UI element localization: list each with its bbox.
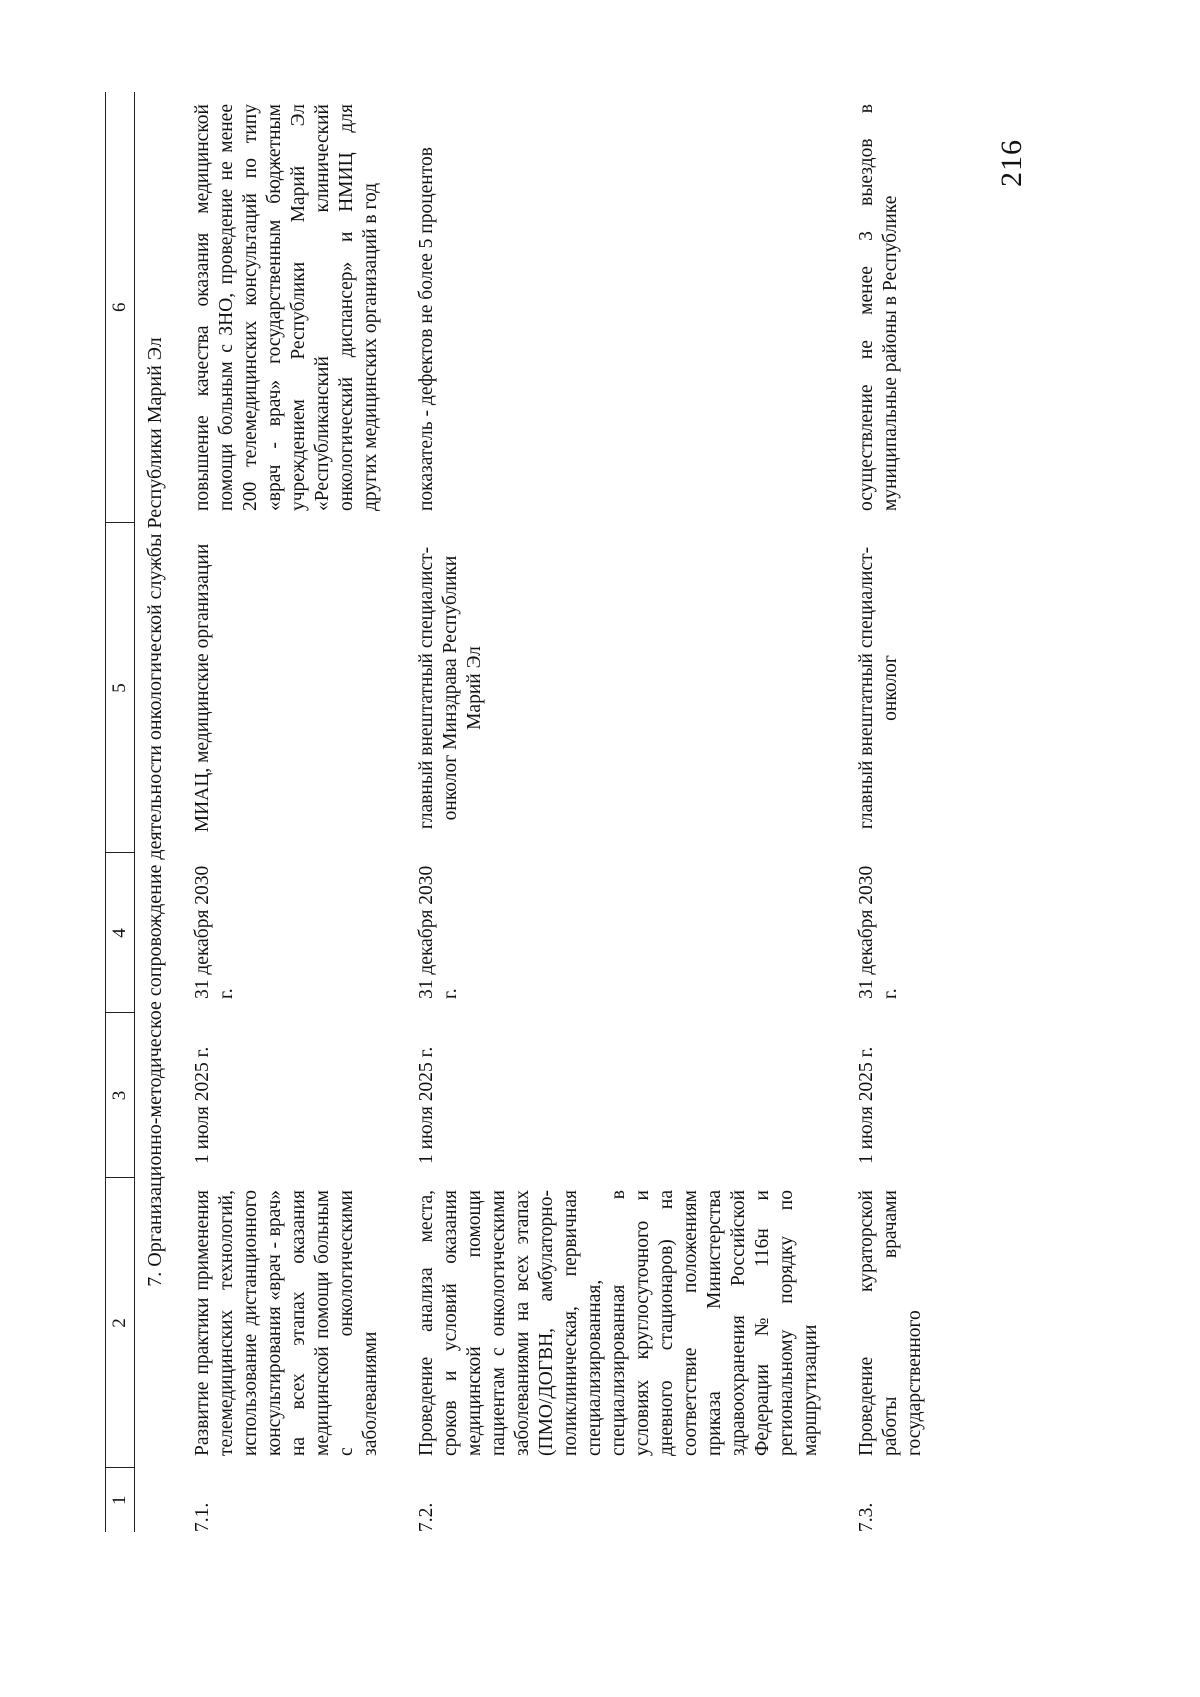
activity-cell: Развитие практики применения телемедицинских технологий, использование дистанционного консультирования «врач - врач» на всех этапах оказания медицинской помощи больным с онкологическими заболеваниями [192,1190,381,1456]
table-row [849,92,953,1532]
responsible-cell: МИАЦ, медицинские организации [192,543,213,833]
start-date-cell: 1 июля 2025 г. [416,1046,437,1164]
responsible-cell: главный внештатный специалист-онколог Минздрава Республики Марий Эл [416,546,485,830]
result-cell: показатель - дефектов не более 5 процентов [416,147,437,511]
section-row [135,92,178,1532]
row-number: 7.2. [416,1502,437,1532]
column-number: 4 [106,853,135,1013]
column-number: 5 [106,523,135,853]
row-number: 7.1. [192,1502,213,1532]
table-row [177,92,409,1532]
plan-table [105,92,953,1532]
column-number: 6 [106,92,135,523]
activity-cell: Проведение кураторской работы врачами государственного [856,1190,925,1456]
section-title: 7. Организационно-методическое сопровождение деятельности онкологической службы Республики Марий Эл [144,337,166,1287]
row-number: 7.3. [856,1502,877,1532]
column-number: 3 [106,1013,135,1178]
start-date-cell: 1 июля 2025 г. [192,1046,213,1164]
column-number-row [106,92,135,1532]
responsible-cell: главный внештатный специалист-онколог [856,546,901,830]
column-number: 2 [106,1178,135,1468]
table-row [409,92,849,1532]
end-date-cell: 31 декабря 2030 г. [856,865,901,999]
activity-cell: Проведение анализа места, сроков и условий оказания медицинской помощи пациентам с онкологическими заболеваниями на всех этапах (ПМО/ДОГВН, амбулаторно-поликлиническая, первичная специализированная, специализированная в условиях круглосуточного и дневного стационаров) на соответствие положениям приказа Министерства здравоохранения Российской Федерации № 116н и региональному порядку по маршрутизации [416,1190,821,1456]
page-number: 216 [995,139,1028,187]
end-date-cell: 31 декабря 2030 г. [192,865,237,999]
column-number: 1 [106,1468,135,1532]
end-date-cell: 31 декабря 2030 г. [416,865,461,999]
result-cell: повышение качества оказания медицинской помощи больным с ЗНО, проведение не менее 200 телемедицинских консультаций по типу «врач - врач» государственным бюджетным учреждением Республики Марий Эл «Республиканский клинический онкологический диспансер» и НМИЦ для других медицинских организаций в год [192,104,381,511]
start-date-cell: 1 июля 2025 г. [856,1046,877,1164]
result-cell: осуществление не менее 3 выездов в муниципальные районы в Республике [856,104,901,511]
